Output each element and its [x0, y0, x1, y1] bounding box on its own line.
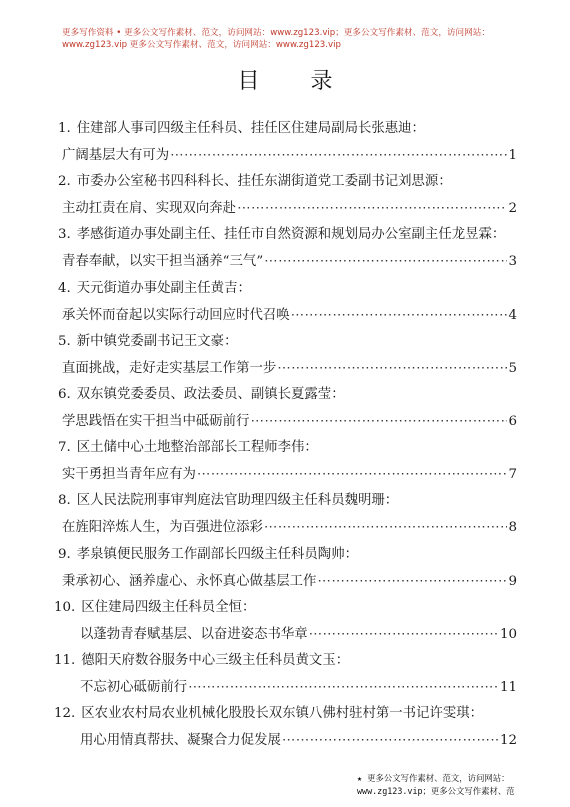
- toc-entry[interactable]: [0, 382, 570, 435]
- watermark-footer: [357, 772, 562, 798]
- toc-entry[interactable]: [0, 116, 570, 169]
- toc-entry-heading: [58, 329, 237, 355]
- toc-entry-number: 4.: [58, 280, 71, 296]
- toc-entry-number: 12.: [54, 706, 76, 722]
- toc-entry-title: 秉承初心、涵养虚心、永怀真心做基层工作: [62, 573, 317, 589]
- toc-entry-title: 用心用情真帮扶、凝聚合力促发展: [80, 733, 281, 749]
- toc-entry-page: 9: [508, 573, 517, 589]
- footer-line-2: www.zg123.vip；更多公文写作素材、范: [357, 786, 515, 796]
- toc-entry-number: 2.: [58, 174, 71, 190]
- toc-entry-number: 7.: [58, 440, 71, 456]
- toc-entry-title: 直面挑战，走好走实基层工作第一步: [62, 360, 277, 376]
- toc-entry-heading: [58, 276, 251, 302]
- dot-leader: [250, 408, 507, 435]
- dot-leader: [309, 621, 499, 648]
- toc-entry[interactable]: [0, 648, 570, 701]
- toc-entry-heading: [54, 648, 349, 674]
- toc-entry-line: [80, 674, 517, 701]
- toc-entry-page: 11: [499, 679, 517, 695]
- toc-entry-heading: [58, 542, 358, 568]
- toc-entry[interactable]: [0, 276, 570, 329]
- toc-entry-title: 主动扛责在肩、实现双向奔赴: [62, 201, 237, 217]
- toc-entry-page: 2: [508, 201, 517, 217]
- toc-entry-author: 天元街道办事处副主任黄吉：: [76, 280, 251, 296]
- toc-entry-line: [80, 621, 517, 648]
- toc-entry-page: 7: [508, 467, 517, 483]
- toc-entry-title: 以蓬勃青春赋基层、以奋进姿态书华章: [80, 626, 308, 642]
- toc-entry-line: [62, 568, 517, 595]
- toc-entry-author: 德阳天府数谷服务中心三级主任科员黄文玉：: [81, 652, 350, 668]
- dot-leader: [237, 195, 507, 222]
- toc-entry-title: 学思践悟在实干担当中砥砺前行: [62, 413, 250, 429]
- toc-entry-heading: [58, 222, 505, 248]
- toc-entry-line: [62, 195, 517, 222]
- toc-entry-line: [62, 461, 517, 488]
- dot-leader: [317, 568, 507, 595]
- watermark-header: [62, 27, 542, 51]
- toc-entry-heading: [58, 488, 398, 514]
- toc-entry-author: 孝感街道办事处副主任、挂任市自然资源和规划局办公室副主任龙昱霖：: [76, 227, 506, 243]
- toc-entry-number: 5.: [58, 333, 71, 349]
- toc-entry-author: 区人民法院刑事审判庭法官助理四级主任科员魏明珊：: [76, 493, 399, 509]
- toc-entry-number: 10.: [54, 599, 76, 615]
- toc-entry-page: 6: [508, 413, 517, 429]
- toc-entry-line: [62, 142, 517, 169]
- toc-entry-number: 9.: [58, 546, 71, 562]
- dot-leader: [264, 248, 507, 275]
- dot-leader: [188, 674, 499, 701]
- toc-entry-line: [62, 514, 517, 541]
- toc-entry-number: 3.: [58, 227, 71, 243]
- toc-entry-heading: [58, 382, 345, 408]
- toc-entry-author: 孝泉镇便民服务工作副部长四级主任科员陶帅：: [76, 546, 358, 562]
- toc-entry-page: 10: [499, 626, 517, 642]
- toc-entry-title: 在旌阳淬炼人生，为百强进位添彩: [62, 520, 263, 536]
- toc-entry-heading: [58, 435, 318, 461]
- header-line-2: www.zg123.vip 更多公文写作素材、范文，访问网站：www.zg123.vip: [62, 40, 341, 50]
- footer-line-1: ★ 更多公文写作素材、范文，访问网站：: [357, 773, 510, 783]
- dot-leader: [197, 461, 508, 488]
- toc-entry-title: 不忘初心砥砺前行: [80, 679, 188, 695]
- dot-leader: [291, 302, 508, 329]
- toc-entry-title: 青春奉献，以实干担当涵养“三气”: [62, 254, 264, 270]
- toc-entry[interactable]: [0, 329, 570, 382]
- toc-entry-author: 区土储中心土地整治部部长工程师李伟：: [76, 440, 318, 456]
- toc-entry-author: 双东镇党委委员、政法委员、副镇长夏露莹：: [76, 386, 345, 402]
- toc-entry-author: 新中镇党委副书记王文豪：: [76, 333, 238, 349]
- toc-entry-heading: [54, 595, 255, 621]
- toc-entry-author: 区住建局四级主任科员全恒：: [81, 599, 256, 615]
- toc-entry-line: [62, 248, 517, 275]
- toc-entry-number: 11.: [54, 652, 76, 668]
- dot-leader: [170, 142, 507, 169]
- dot-leader: [282, 727, 499, 754]
- dot-leader: [264, 514, 508, 541]
- toc-entry[interactable]: [0, 488, 570, 541]
- toc-entry-number: 8.: [58, 493, 71, 509]
- toc-entry-page: 5: [508, 360, 517, 376]
- toc-entry-page: 8: [508, 520, 517, 536]
- toc-entry-page: 3: [508, 254, 517, 270]
- dot-leader: [277, 355, 507, 382]
- toc-entry[interactable]: [0, 169, 570, 222]
- toc-entry-heading: [58, 169, 452, 195]
- toc-entry-line: [62, 302, 517, 329]
- toc-entry-title: 广阔基层大有可为: [62, 148, 170, 163]
- toc-entry-author: 住建部人事司四级主任科员、挂任区住建局副局长张惠迪：: [76, 121, 425, 136]
- toc-entry[interactable]: [0, 701, 570, 754]
- toc-entry[interactable]: [0, 222, 570, 275]
- toc-entry-line: [80, 727, 517, 754]
- toc-entry[interactable]: [0, 595, 570, 648]
- toc-entry-title: 承关怀而奋起以实际行动回应时代召唤: [62, 307, 290, 323]
- toc-entry-line: [62, 355, 517, 382]
- toc-entry[interactable]: [0, 435, 570, 488]
- toc-entry-number: 6.: [58, 386, 71, 402]
- toc-entry-title: 实干勇担当青年应有为: [62, 467, 196, 483]
- toc-entry[interactable]: [0, 542, 570, 595]
- toc-title: 目 录: [237, 69, 355, 94]
- table-of-contents: [0, 116, 570, 754]
- toc-entry-page: 12: [499, 733, 517, 749]
- toc-entry-page: 4: [508, 307, 517, 323]
- toc-entry-heading: [58, 116, 425, 142]
- header-line-1: 更多写作资料 • 更多公文写作素材、范文，访问网站：www.zg123.vip；更多公文写作素材、范文，访问网站：: [62, 28, 490, 38]
- toc-entry-author: 区农业农村局农业机械化股股长双东镇八佛村驻村第一书记许雯琪：: [81, 706, 484, 722]
- toc-entry-author: 市委办公室秘书四科科长、挂任东湖街道党工委副书记刘思源：: [76, 174, 452, 190]
- toc-entry-page: 1: [508, 148, 517, 163]
- toc-entry-line: [62, 408, 517, 435]
- toc-entry-heading: [54, 701, 483, 727]
- toc-entry-number: 1.: [58, 121, 71, 136]
